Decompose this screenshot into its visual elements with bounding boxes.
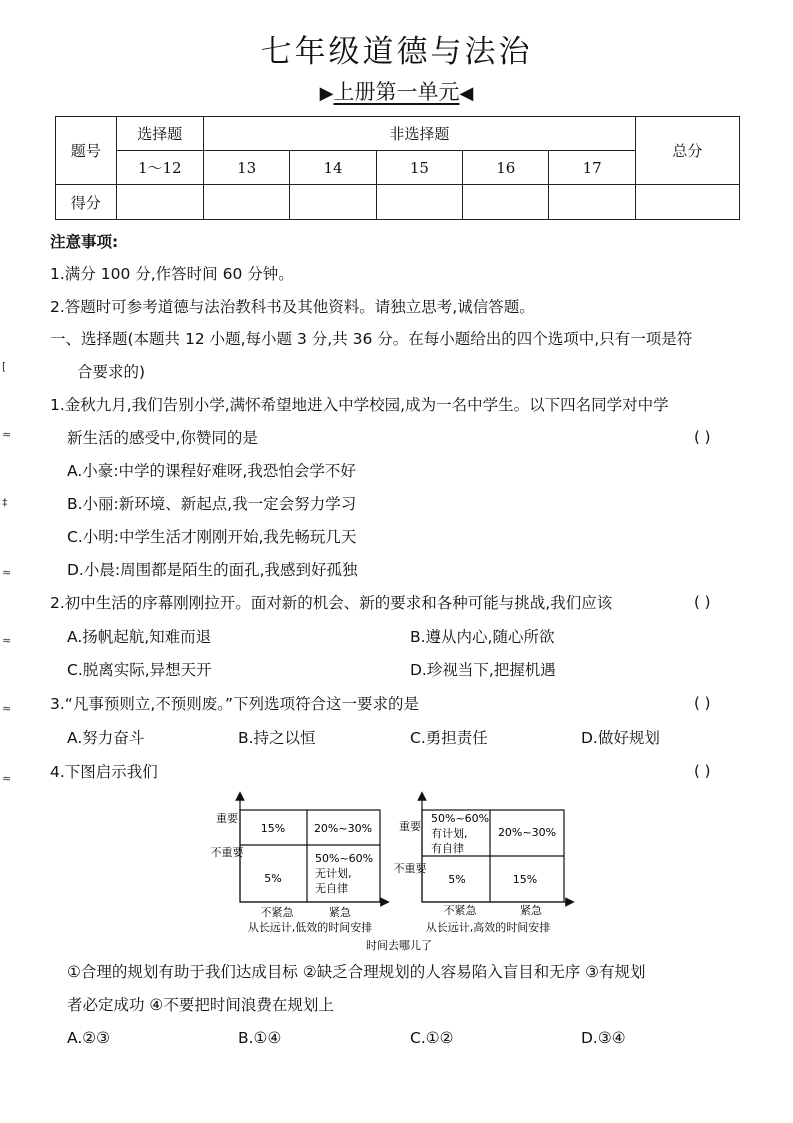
score-input-cell[interactable] <box>549 185 635 220</box>
x-label-not-urgent: 不紧急 <box>443 904 477 917</box>
y-label-unimportant: 不重要 <box>210 846 244 859</box>
cell-value: 有计划, <box>431 827 468 840</box>
q4-statements-cont: 者必定成功 ④不要把时间浪费在规划上 <box>67 996 334 1014</box>
q3-option-b[interactable]: B.持之以恒 <box>238 729 316 747</box>
x-label-not-urgent: 不紧急 <box>260 906 294 919</box>
qnum-cell: 13 <box>203 151 289 185</box>
cell-value: 无自律 <box>315 882 348 895</box>
qnum-cell: 16 <box>463 151 549 185</box>
q3-stem: 3.“凡事预则立,不预则废。”下列选项符合这一要求的是 <box>50 695 420 713</box>
cell-value: 15% <box>260 822 286 835</box>
q2-option-b[interactable]: B.遵从内心,随心所欲 <box>410 628 555 646</box>
unit-label: 上册第一单元 <box>333 80 460 104</box>
right-quadrant-chart <box>394 796 571 934</box>
cell-value: 20%~30% <box>313 822 373 835</box>
q3-option-d[interactable]: D.做好规划 <box>581 729 660 747</box>
page-title: 七年级道德与法治 <box>260 34 533 70</box>
cell-value: 5% <box>448 873 466 886</box>
cell-value: 20%~30% <box>497 826 557 839</box>
note-item: 2.答题时可参考道德与法治教科书及其他资料。请独立思考,诚信答题。 <box>50 298 535 316</box>
qnum-cell: 15 <box>376 151 462 185</box>
score-input-cell[interactable] <box>203 185 289 220</box>
margin-mark: ‡ <box>2 496 8 509</box>
figure-main-caption: 时间去哪儿了 <box>366 939 432 952</box>
q3-option-c[interactable]: C.勇担责任 <box>410 729 488 747</box>
header-nonchoice: 非选择题 <box>203 117 635 151</box>
q2-option-d[interactable]: D.珍视当下,把握机遇 <box>410 661 556 679</box>
y-label-important: 重要 <box>399 820 421 833</box>
q1-option-a[interactable]: A.小豪:中学的课程好难呀,我恐怕会学不好 <box>67 462 356 480</box>
section-heading-cont: 合要求的) <box>77 363 146 381</box>
x-label-urgent: 紧急 <box>329 906 351 919</box>
triangle-right-icon: ▶ <box>319 83 334 104</box>
header-qnum: 题号 <box>56 117 117 185</box>
cell-value: 无计划, <box>315 867 352 880</box>
score-table <box>55 116 740 220</box>
triangle-left-icon: ◀ <box>459 83 474 104</box>
score-input-cell[interactable] <box>116 185 203 220</box>
q4-option-b[interactable]: B.①④ <box>238 1029 282 1047</box>
margin-mark: ≈ <box>2 428 12 441</box>
score-input-cell[interactable] <box>463 185 549 220</box>
y-label-unimportant: 不重要 <box>393 862 427 875</box>
answer-blank[interactable]: ( ) <box>694 762 711 780</box>
time-matrix-figure <box>210 790 585 955</box>
score-input-cell[interactable] <box>376 185 462 220</box>
q3-option-a[interactable]: A.努力奋斗 <box>67 729 145 747</box>
q1-option-c[interactable]: C.小明:中学生活才刚刚开始,我先畅玩几天 <box>67 528 357 546</box>
q1-stem-cont: 新生活的感受中,你赞同的是 <box>67 429 258 447</box>
cell-value: 15% <box>512 873 538 886</box>
q4-option-c[interactable]: C.①② <box>410 1029 454 1047</box>
header-choice: 选择题 <box>116 117 203 151</box>
header-total: 总分 <box>635 117 739 185</box>
cell-value: 50%~60% <box>431 812 490 825</box>
cell-value: 5% <box>264 872 282 885</box>
q4-option-a[interactable]: A.②③ <box>67 1029 111 1047</box>
margin-mark: ≈ <box>2 634 12 647</box>
q1-option-b[interactable]: B.小丽:新环境、新起点,我一定会努力学习 <box>67 495 357 513</box>
cell-value: 50%~60% <box>315 852 374 865</box>
margin-mark: [ <box>2 360 7 373</box>
left-quadrant-chart <box>211 796 386 934</box>
row-score-label: 得分 <box>56 185 117 220</box>
x-label-urgent: 紧急 <box>520 904 542 917</box>
margin-mark: ≈ <box>2 566 12 579</box>
q2-option-a[interactable]: A.扬帆起航,知难而退 <box>67 628 212 646</box>
notes-heading: 注意事项: <box>50 233 119 251</box>
right-caption: 从长远计,高效的时间安排 <box>425 921 551 934</box>
answer-blank[interactable]: ( ) <box>694 593 711 611</box>
q4-option-d[interactable]: D.③④ <box>581 1029 626 1047</box>
cell-value: 有自律 <box>431 842 464 855</box>
score-input-cell[interactable] <box>290 185 376 220</box>
qnum-cell: 14 <box>290 151 376 185</box>
q4-statements: ①合理的规划有助于我们达成目标 ②缺乏合理规划的人容易陷入盲目和无序 ③有规划 <box>67 963 646 981</box>
q1-option-d[interactable]: D.小晨:周围都是陌生的面孔,我感到好孤独 <box>67 561 358 579</box>
q4-stem: 4.下图启示我们 <box>50 763 158 781</box>
unit-subtitle <box>0 76 793 106</box>
note-item: 1.满分 100 分,作答时间 60 分钟。 <box>50 265 294 283</box>
margin-mark: ≈ <box>2 702 12 715</box>
q2-stem: 2.初中生活的序幕刚刚拉开。面对新的机会、新的要求和各种可能与挑战,我们应该 <box>50 594 613 612</box>
section-heading: 一、选择题(本题共 12 小题,每小题 3 分,共 36 分。在每小题给出的四个选项中,只有一项是符 <box>50 330 693 348</box>
left-caption: 从长远计,低效的时间安排 <box>247 921 373 934</box>
q2-option-c[interactable]: C.脱离实际,异想天开 <box>67 661 212 679</box>
y-label-important: 重要 <box>216 812 238 825</box>
score-input-cell[interactable] <box>635 185 739 220</box>
answer-blank[interactable]: ( ) <box>694 428 711 446</box>
choice-range: 1～12 <box>116 151 203 185</box>
q1-stem: 1.金秋九月,我们告别小学,满怀希望地进入中学校园,成为一名中学生。以下四名同学对中学 <box>50 396 669 414</box>
answer-blank[interactable]: ( ) <box>694 694 711 712</box>
qnum-cell: 17 <box>549 151 635 185</box>
margin-mark: ≈ <box>2 772 12 785</box>
